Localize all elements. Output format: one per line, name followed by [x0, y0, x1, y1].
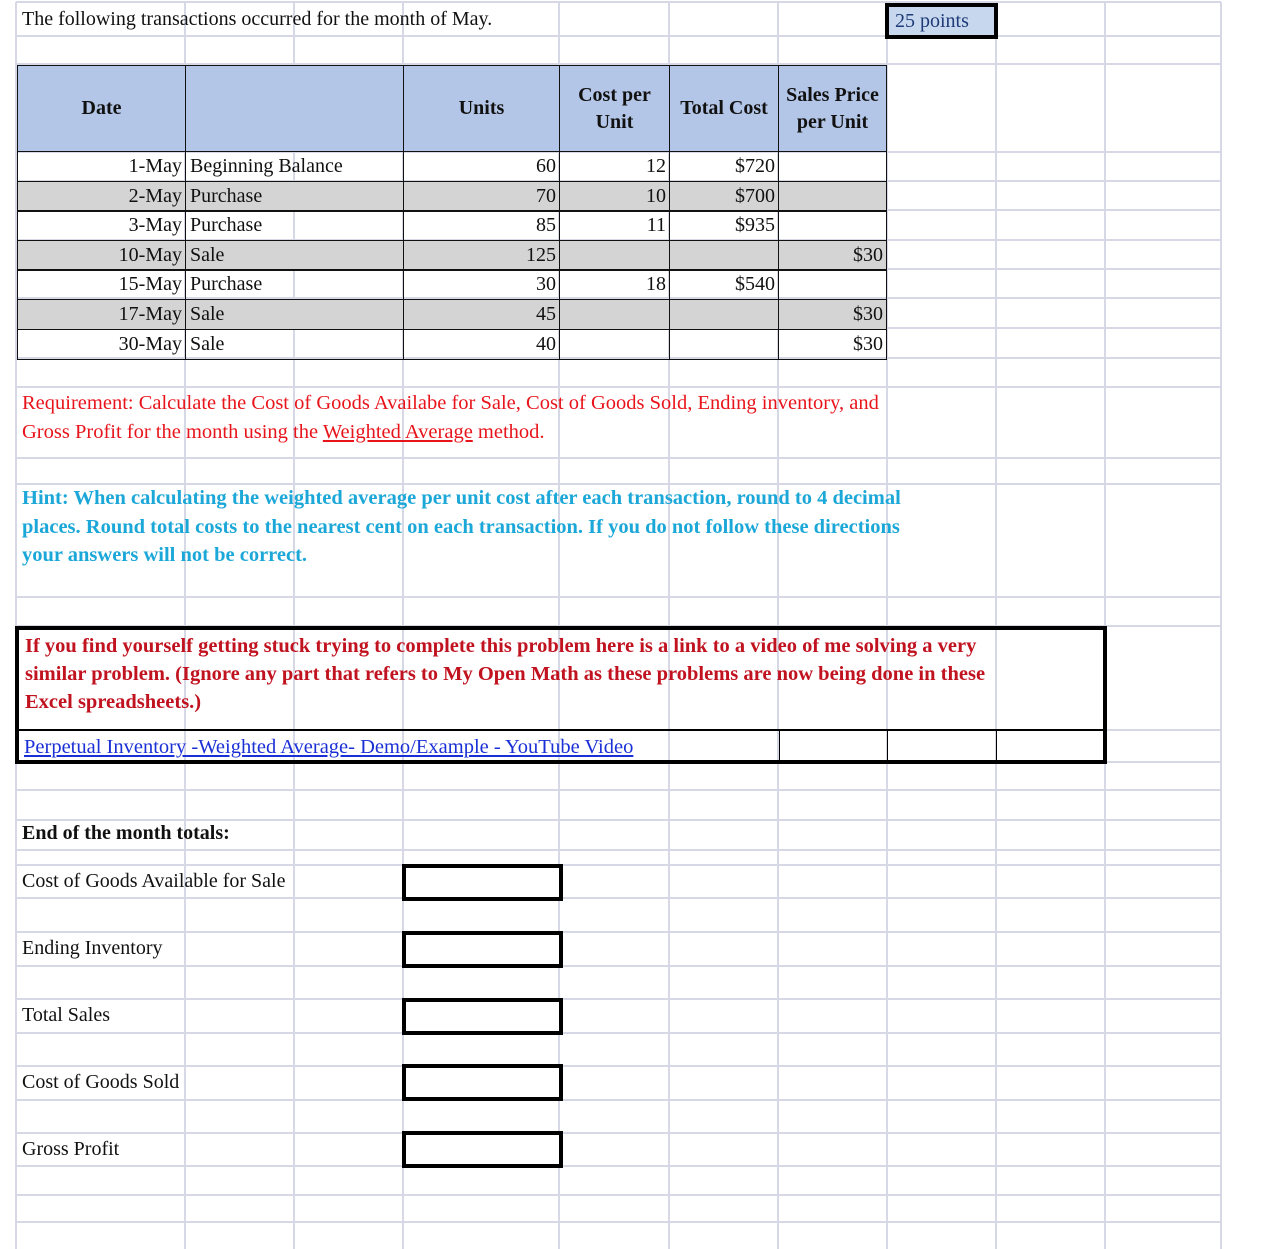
label-gross-profit: Gross Profit	[22, 1138, 120, 1160]
cell-cost-per-unit	[559, 329, 670, 360]
cell-units: 125	[403, 240, 560, 271]
label-total-sales: Total Sales	[22, 1004, 111, 1026]
help-line-3: Excel spreadsheets.)	[25, 691, 202, 713]
cell-total-cost: $700	[669, 181, 779, 212]
answer-total-sales[interactable]	[402, 998, 563, 1035]
cell-total-cost	[669, 299, 779, 330]
cell-units: 40	[403, 329, 560, 360]
cell-description: Beginning Balance	[185, 151, 404, 182]
cell-cost-per-unit	[559, 299, 670, 330]
header-sales-price: Sales Price per Unit	[778, 65, 887, 152]
cell-description: Purchase	[185, 210, 404, 241]
cell-date: 1-May	[17, 151, 186, 182]
header-units: Units	[403, 65, 560, 152]
cell-date: 3-May	[17, 210, 186, 241]
cell-units: 45	[403, 299, 560, 330]
cell-units: 70	[403, 181, 560, 212]
label-cogs: Cost of Goods Sold	[22, 1071, 180, 1093]
video-link[interactable]: Perpetual Inventory -Weighted Average- Demo/Example - YouTube Video	[24, 736, 634, 758]
cell-description: Purchase	[185, 181, 404, 212]
cell-sales-price: $30	[778, 299, 887, 330]
cell-date: 17-May	[17, 299, 186, 330]
cell-date: 30-May	[17, 329, 186, 360]
hint-line-1: Hint: When calculating the weighted average per unit cost after each transaction, round to 4 decimal	[22, 487, 901, 509]
cell-units: 85	[403, 210, 560, 241]
requirement-line-1: Requirement: Calculate the Cost of Goods Availabe for Sale, Cost of Goods Sold, Ending inventory, and	[22, 392, 879, 414]
header-cost-per-unit: Cost per Unit	[559, 65, 670, 152]
cell-units: 60	[403, 151, 560, 182]
cell-total-cost: $540	[669, 269, 779, 300]
requirement-text	[22, 389, 879, 446]
help-box-divider	[19, 729, 1103, 731]
hint-line-3: your answers will not be correct.	[22, 544, 308, 566]
link-row-cell-divider	[887, 731, 888, 760]
cell-cost-per-unit: 12	[559, 151, 670, 182]
requirement-line-2-pre: Gross Profit for the month using the	[22, 420, 323, 443]
cell-total-cost	[669, 240, 779, 271]
hint-line-2: places. Round total costs to the nearest cent on each transaction. If you do not follow these directions	[22, 515, 900, 538]
requirement-line-2	[22, 418, 879, 447]
cell-description: Purchase	[185, 269, 404, 300]
cell-sales-price: $30	[778, 329, 887, 360]
cell-cost-per-unit	[559, 240, 670, 271]
requirement-line-2-post: method.	[472, 420, 545, 443]
label-cogs-available: Cost of Goods Available for Sale	[22, 870, 286, 892]
cell-sales-price	[778, 181, 887, 212]
header-description	[185, 65, 404, 152]
help-line-2: similar problem. (Ignore any part that refers to My Open Math as these problems are now being done in these	[25, 663, 986, 685]
cell-date: 15-May	[17, 269, 186, 300]
help-text	[25, 632, 985, 716]
help-video-box	[15, 626, 1107, 764]
answer-gross-profit[interactable]	[402, 1131, 563, 1168]
cell-sales-price	[778, 210, 887, 241]
hint-text	[22, 484, 901, 570]
cell-description: Sale	[185, 329, 404, 360]
cell-cost-per-unit: 10	[559, 181, 670, 212]
cell-sales-price	[778, 269, 887, 300]
header-date: Date	[17, 65, 186, 152]
cell-cost-per-unit: 11	[559, 210, 670, 241]
cell-date: 10-May	[17, 240, 186, 271]
weighted-average-term: Weighted Average	[322, 420, 473, 443]
cell-units: 30	[403, 269, 560, 300]
cell-sales-price: $30	[778, 240, 887, 271]
help-line-1: If you find yourself getting stuck trying to complete this problem here is a link to a video of me solving a very	[25, 635, 977, 657]
cell-cost-per-unit: 18	[559, 269, 670, 300]
answer-cogs-available[interactable]	[402, 864, 563, 901]
cell-sales-price	[778, 151, 887, 182]
link-row-cell-divider	[996, 731, 997, 760]
cell-total-cost: $935	[669, 210, 779, 241]
cell-total-cost: $720	[669, 151, 779, 182]
answer-ending-inventory[interactable]	[402, 931, 563, 968]
link-row-cell-divider	[779, 731, 780, 760]
points-badge: 25 points	[885, 3, 998, 39]
label-ending-inventory: Ending Inventory	[22, 937, 163, 959]
cell-description: Sale	[185, 240, 404, 271]
intro-text: The following transactions occurred for the month of May.	[22, 8, 493, 30]
answer-cogs[interactable]	[402, 1064, 563, 1101]
totals-heading: End of the month totals:	[22, 822, 230, 844]
cell-date: 2-May	[17, 181, 186, 212]
cell-total-cost	[669, 329, 779, 360]
cell-description: Sale	[185, 299, 404, 330]
header-total-cost: Total Cost	[669, 65, 779, 152]
